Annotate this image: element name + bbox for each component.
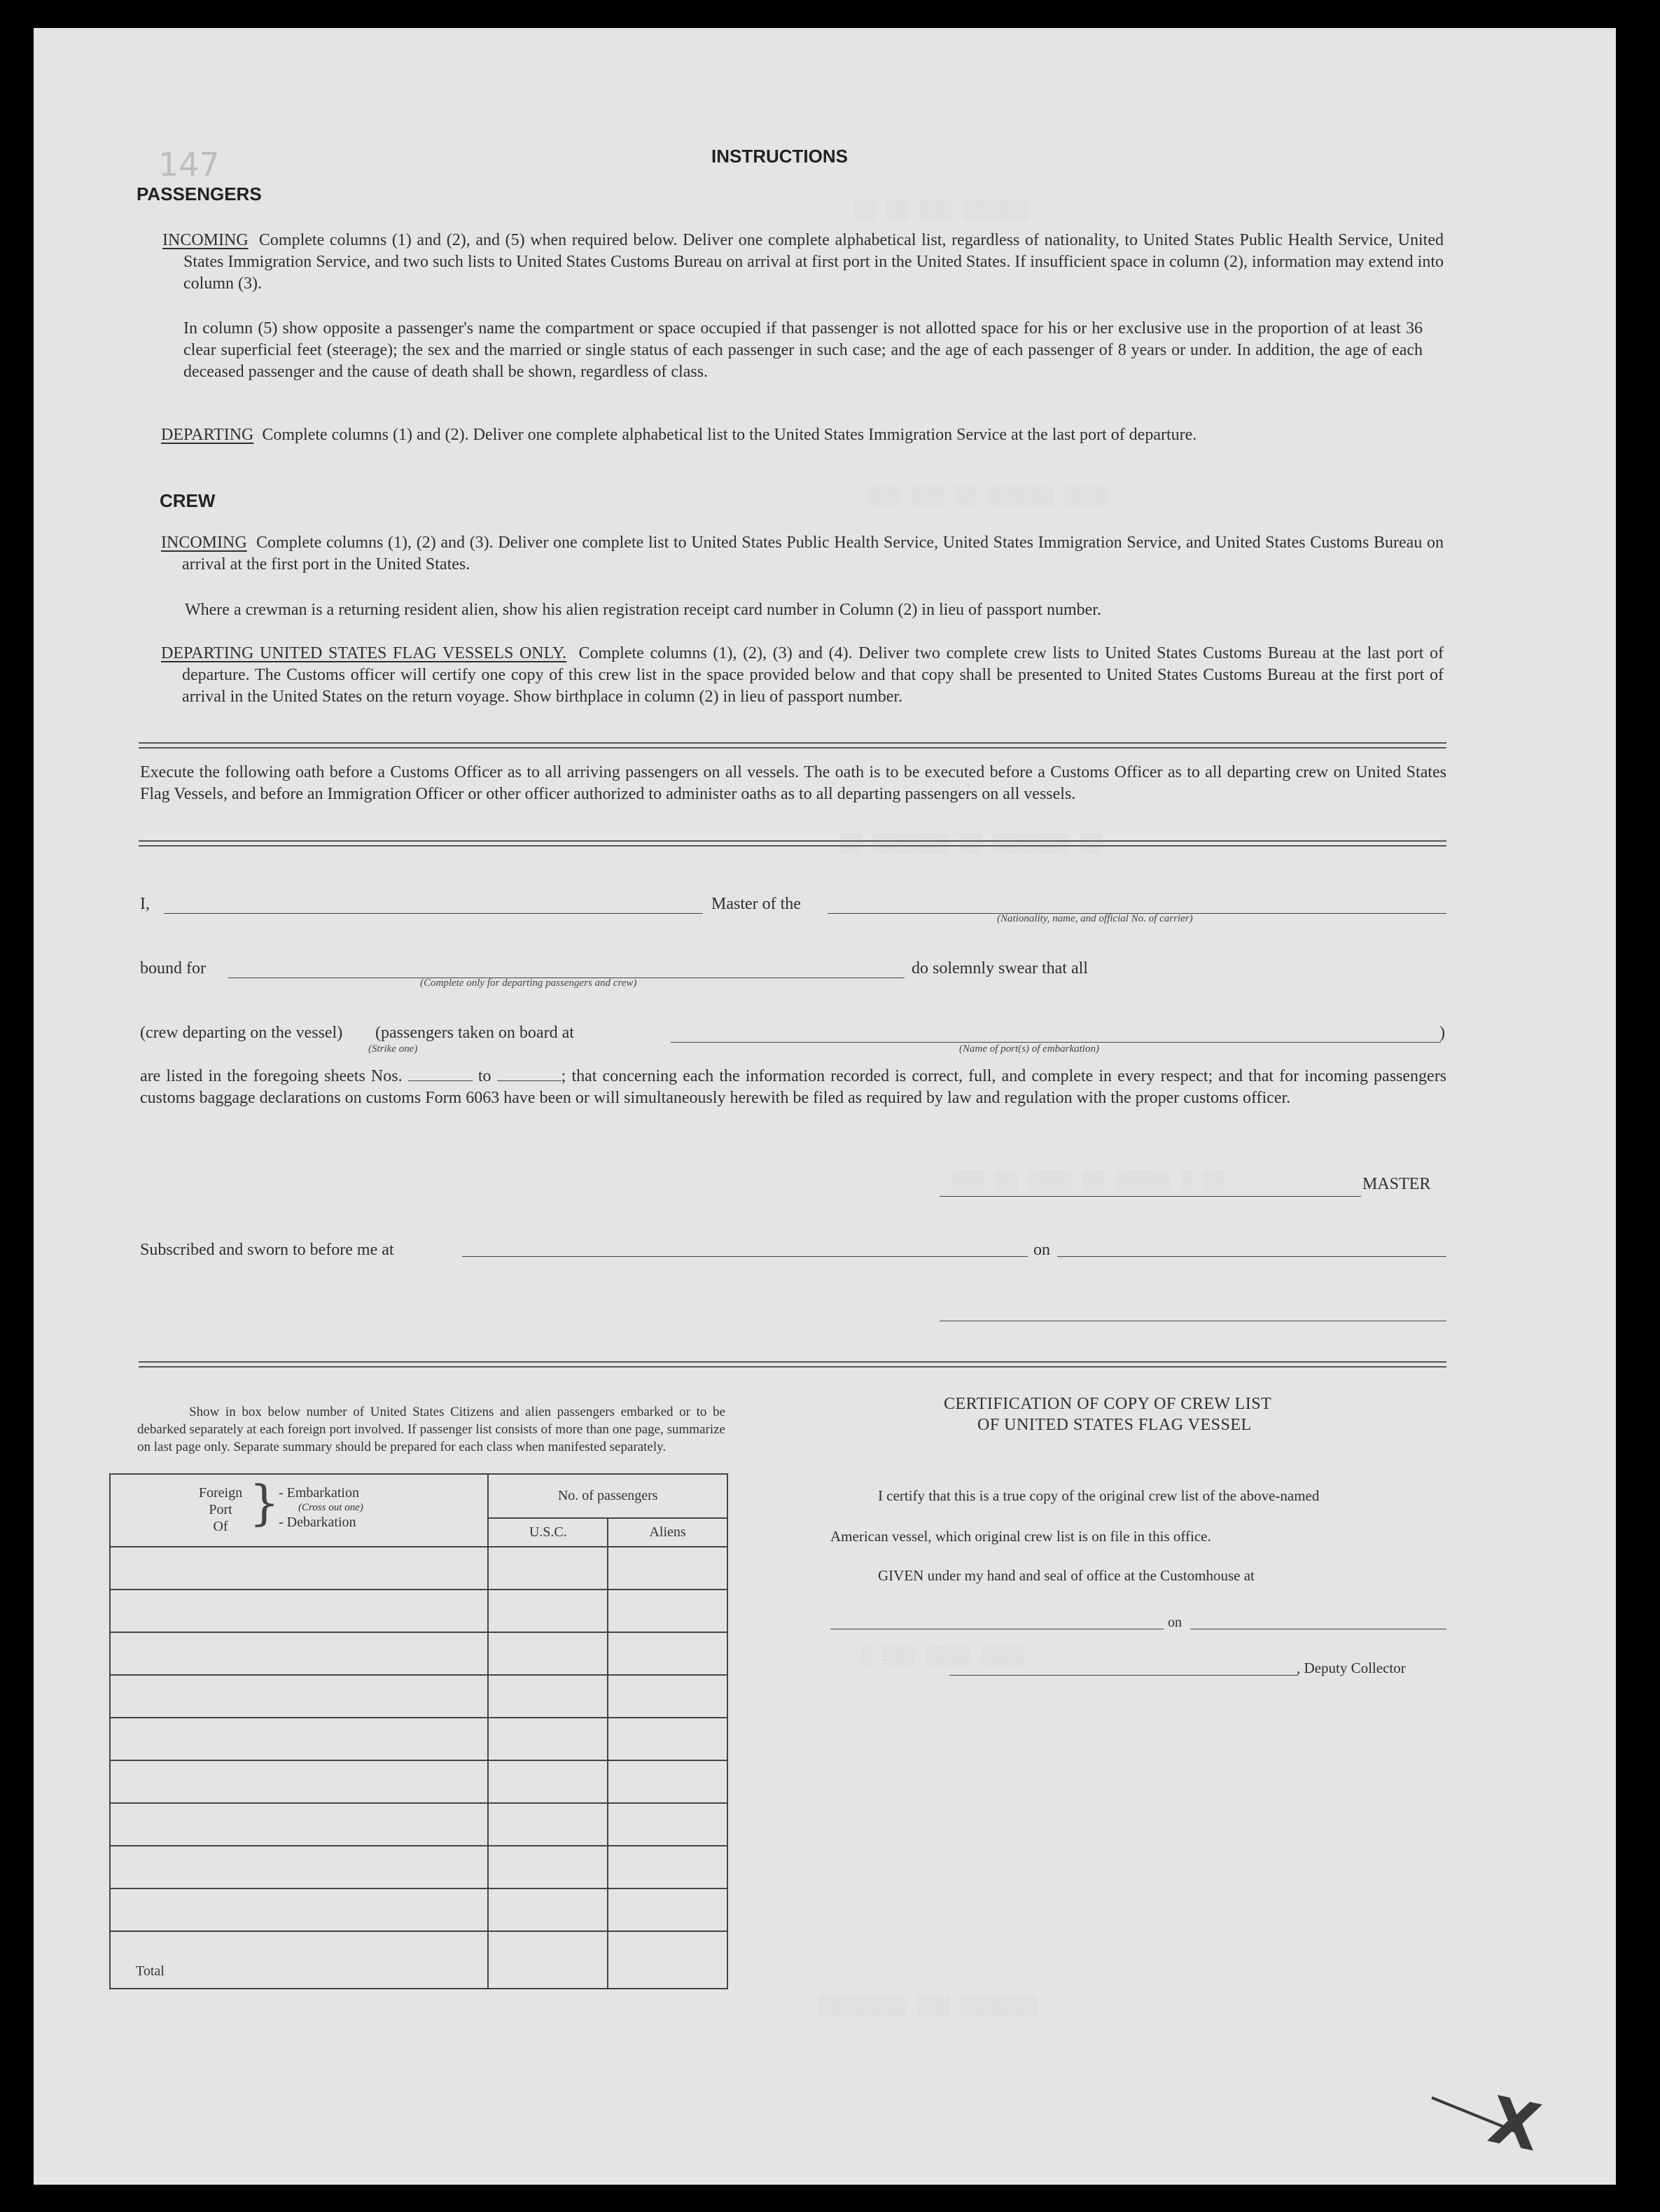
sheets-from-field[interactable] bbox=[408, 1066, 473, 1081]
usc-header: U.S.C. bbox=[488, 1518, 608, 1547]
total-aliens-cell[interactable] bbox=[608, 1931, 727, 1989]
table-row bbox=[110, 1846, 727, 1888]
sheets-to-field[interactable] bbox=[497, 1066, 562, 1081]
sheets-to-label: to bbox=[477, 1067, 491, 1085]
crew-heading: CREW bbox=[160, 490, 216, 511]
aliens-cell[interactable] bbox=[608, 1632, 727, 1675]
port-cell[interactable] bbox=[110, 1590, 488, 1632]
sheets-statement bbox=[140, 1066, 1446, 1109]
aliens-cell[interactable] bbox=[608, 1547, 727, 1590]
port-cell[interactable] bbox=[110, 1718, 488, 1760]
sheets-text-2: ; that concerning each the information recorded is correct, full, and complete in every respect; and that for incoming passengers customs baggage declarations on customs Form 6063 have been or will simultaneously herewith be filed as required by law and regulation with the proper customs officer. bbox=[140, 1067, 1447, 1107]
port-label: Port bbox=[209, 1502, 232, 1517]
subscribed-place-field[interactable] bbox=[462, 1256, 1028, 1257]
crewman-text: Where a crewman is a returning resident alien, show his alien registration receipt card number in Column (2) in lieu of passport number. bbox=[185, 601, 1101, 619]
total-label: Total bbox=[110, 1931, 488, 1989]
crewman-paragraph bbox=[185, 599, 1424, 621]
instructions-title: INSTRUCTIONS bbox=[711, 146, 848, 167]
of-label: Of bbox=[213, 1519, 228, 1534]
oath-divider bbox=[139, 840, 1446, 847]
certify-line-2: American vessel, which original crew list is on file in this office. bbox=[830, 1528, 1211, 1545]
aliens-cell[interactable] bbox=[608, 1803, 727, 1846]
brace-icon: } bbox=[249, 1476, 280, 1531]
margin-number: 147 bbox=[158, 146, 220, 183]
master-of-label: Master of the bbox=[711, 895, 801, 913]
port-cell[interactable] bbox=[110, 1846, 488, 1888]
port-cell[interactable] bbox=[110, 1803, 488, 1846]
usc-cell[interactable] bbox=[488, 1590, 608, 1632]
table-row bbox=[110, 1675, 727, 1718]
departing-us-text: Complete columns (1), (2), (3) and (4). Deliver two complete crew lists to United States Customs Bureau at the last port of departure. The Customs officer will certify one copy of this crew list in the space provided below and that copy shall be presented to United States Customs Bureau at the first port of arrival in the United States on the return voyage. Show birthplace in column (2) in lieu of passport number. bbox=[182, 644, 1444, 706]
oath-i-label: I, bbox=[140, 895, 150, 913]
usc-cell[interactable] bbox=[488, 1846, 608, 1888]
total-row bbox=[110, 1931, 727, 1989]
subscribed-label: Subscribed and sworn to before me at bbox=[140, 1241, 394, 1259]
aliens-cell[interactable] bbox=[608, 1846, 727, 1888]
table-row bbox=[110, 1590, 727, 1632]
crew-incoming-text: Complete columns (1), (2) and (3). Deliver one complete list to United States Public Health Service, United States Immigration Service, and United States Customs Bureau on arrival at the first port in the United States. bbox=[182, 534, 1444, 573]
no-of-passengers-header: No. of passengers bbox=[488, 1474, 727, 1518]
aliens-cell[interactable] bbox=[608, 1718, 727, 1760]
subscribed-on-label: on bbox=[1033, 1241, 1050, 1259]
section-divider bbox=[139, 742, 1446, 749]
usc-cell[interactable] bbox=[488, 1632, 608, 1675]
passengers-taken-option[interactable]: (passengers taken on board at bbox=[375, 1024, 574, 1042]
cross-out-hint: (Cross out one) bbox=[298, 1502, 363, 1513]
usc-cell[interactable] bbox=[488, 1803, 608, 1846]
table-row bbox=[110, 1888, 727, 1931]
port-hint: (Name of port(s) of embarkation) bbox=[959, 1043, 1099, 1055]
deputy-collector-signature-field[interactable] bbox=[949, 1675, 1298, 1676]
table-row bbox=[110, 1760, 727, 1803]
aliens-cell[interactable] bbox=[608, 1590, 727, 1632]
embarkation-port-field[interactable] bbox=[671, 1042, 1441, 1043]
usc-cell[interactable] bbox=[488, 1888, 608, 1931]
crew-departing-option[interactable]: (crew departing on the vessel) bbox=[140, 1024, 343, 1042]
passengers-heading: PASSENGERS bbox=[137, 183, 262, 204]
table-row bbox=[110, 1632, 727, 1675]
usc-cell[interactable] bbox=[488, 1718, 608, 1760]
carrier-hint: (Nationality, name, and official No. of carrier) bbox=[997, 913, 1193, 924]
foreign-label: Foreign bbox=[198, 1485, 243, 1501]
debarkation-label: - Debarkation bbox=[279, 1515, 356, 1530]
aliens-cell[interactable] bbox=[608, 1888, 727, 1931]
swear-label: do solemnly swear that all bbox=[912, 959, 1088, 978]
column5-paragraph bbox=[183, 318, 1423, 383]
crew-incoming-paragraph bbox=[161, 532, 1444, 576]
sheets-text-1: are listed in the foregoing sheets Nos. bbox=[140, 1067, 403, 1085]
incoming-text: Complete columns (1) and (2), and (5) when required below. Deliver one complete alphabetical list, regardless of nationality, to United States Public Health Service, United States Immigration Service, and two such lists to United States Customs Bureau on arrival at first port in the United States. If insufficient space in column (2), information may extend into column (3). bbox=[183, 231, 1444, 293]
strike-hint: (Strike one) bbox=[368, 1043, 418, 1055]
certification-on-label: on bbox=[1168, 1615, 1182, 1630]
aliens-cell[interactable] bbox=[608, 1675, 727, 1718]
certification-title-2: OF UNITED STATES FLAG VESSEL bbox=[977, 1416, 1252, 1434]
passenger-summary-table bbox=[109, 1473, 728, 1989]
column5-text: In column (5) show opposite a passenger's name the compartment or space occupied if that passenger is not allotted space for his or her exclusive use in the proportion of at least 36 clear superficial feet (steerage); the sex and the married or single status of each passenger in such case; and the age of each passenger of 8 years or under. In addition, the age of each deceased passenger and the cause of death shall be shown, regardless of class. bbox=[183, 319, 1423, 381]
table-row bbox=[110, 1718, 727, 1760]
summary-note: Show in box below number of United States Citizens and alien passengers embarked or to be debarked separately at each foreign port involved. If passenger list consists of more than one page, summarize on last page only. Separate summary should be prepared for each class when manifested separately. bbox=[137, 1405, 725, 1454]
crew-incoming-label: INCOMING bbox=[161, 534, 247, 552]
close-paren: ) bbox=[1439, 1024, 1445, 1042]
master-signature-field[interactable] bbox=[940, 1196, 1361, 1197]
departing-label: DEPARTING bbox=[161, 426, 254, 444]
foreign-port-header bbox=[110, 1474, 488, 1547]
usc-cell[interactable] bbox=[488, 1675, 608, 1718]
bound-for-hint: (Complete only for departing passengers and crew) bbox=[420, 978, 637, 989]
table-row bbox=[110, 1547, 727, 1590]
deputy-collector-label: , Deputy Collector bbox=[1297, 1660, 1406, 1676]
subscribed-date-field[interactable] bbox=[1057, 1256, 1446, 1257]
oath-intro: Execute the following oath before a Customs Officer as to all arriving passengers on all vessels. The oath is to be executed before a Customs Officer as to all departing crew on United States Flag Vessels, and before an Immigration Officer or other officer authorized to administer oaths as to all departing passengers on all vessels. bbox=[140, 763, 1446, 803]
table-row bbox=[110, 1803, 727, 1846]
usc-cell[interactable] bbox=[488, 1547, 608, 1590]
passengers-incoming-paragraph bbox=[162, 230, 1444, 295]
master-label: MASTER bbox=[1362, 1175, 1431, 1193]
given-line: GIVEN under my hand and seal of office at the Customhouse at bbox=[878, 1567, 1255, 1584]
aliens-cell[interactable] bbox=[608, 1760, 727, 1803]
passengers-departing-paragraph bbox=[161, 424, 1444, 446]
margin-mark: X bbox=[1482, 2082, 1547, 2166]
usc-cell[interactable] bbox=[488, 1760, 608, 1803]
embarkation-label: - Embarkation bbox=[279, 1485, 359, 1501]
departing-us-flag-paragraph bbox=[161, 643, 1444, 708]
departing-text: Complete columns (1) and (2). Deliver one complete alphabetical list to the United States Immigration Service at the last port of departure. bbox=[262, 426, 1197, 444]
incoming-label: INCOMING bbox=[162, 231, 249, 249]
port-cell[interactable] bbox=[110, 1632, 488, 1675]
departing-us-label: DEPARTING UNITED STATES FLAG VESSELS ONLY. bbox=[161, 644, 567, 662]
port-cell[interactable] bbox=[110, 1547, 488, 1590]
lower-divider bbox=[139, 1361, 1446, 1368]
port-cell[interactable] bbox=[110, 1888, 488, 1931]
bound-for-label: bound for bbox=[140, 959, 206, 978]
port-cell[interactable] bbox=[110, 1760, 488, 1803]
master-name-field[interactable] bbox=[164, 913, 703, 914]
certify-line-1: I certify that this is a true copy of the original crew list of the above-named bbox=[878, 1487, 1320, 1504]
total-usc-cell[interactable] bbox=[488, 1931, 608, 1989]
certification-title-1: CERTIFICATION OF COPY OF CREW LIST bbox=[944, 1395, 1272, 1413]
port-cell[interactable] bbox=[110, 1675, 488, 1718]
aliens-header: Aliens bbox=[608, 1518, 727, 1547]
